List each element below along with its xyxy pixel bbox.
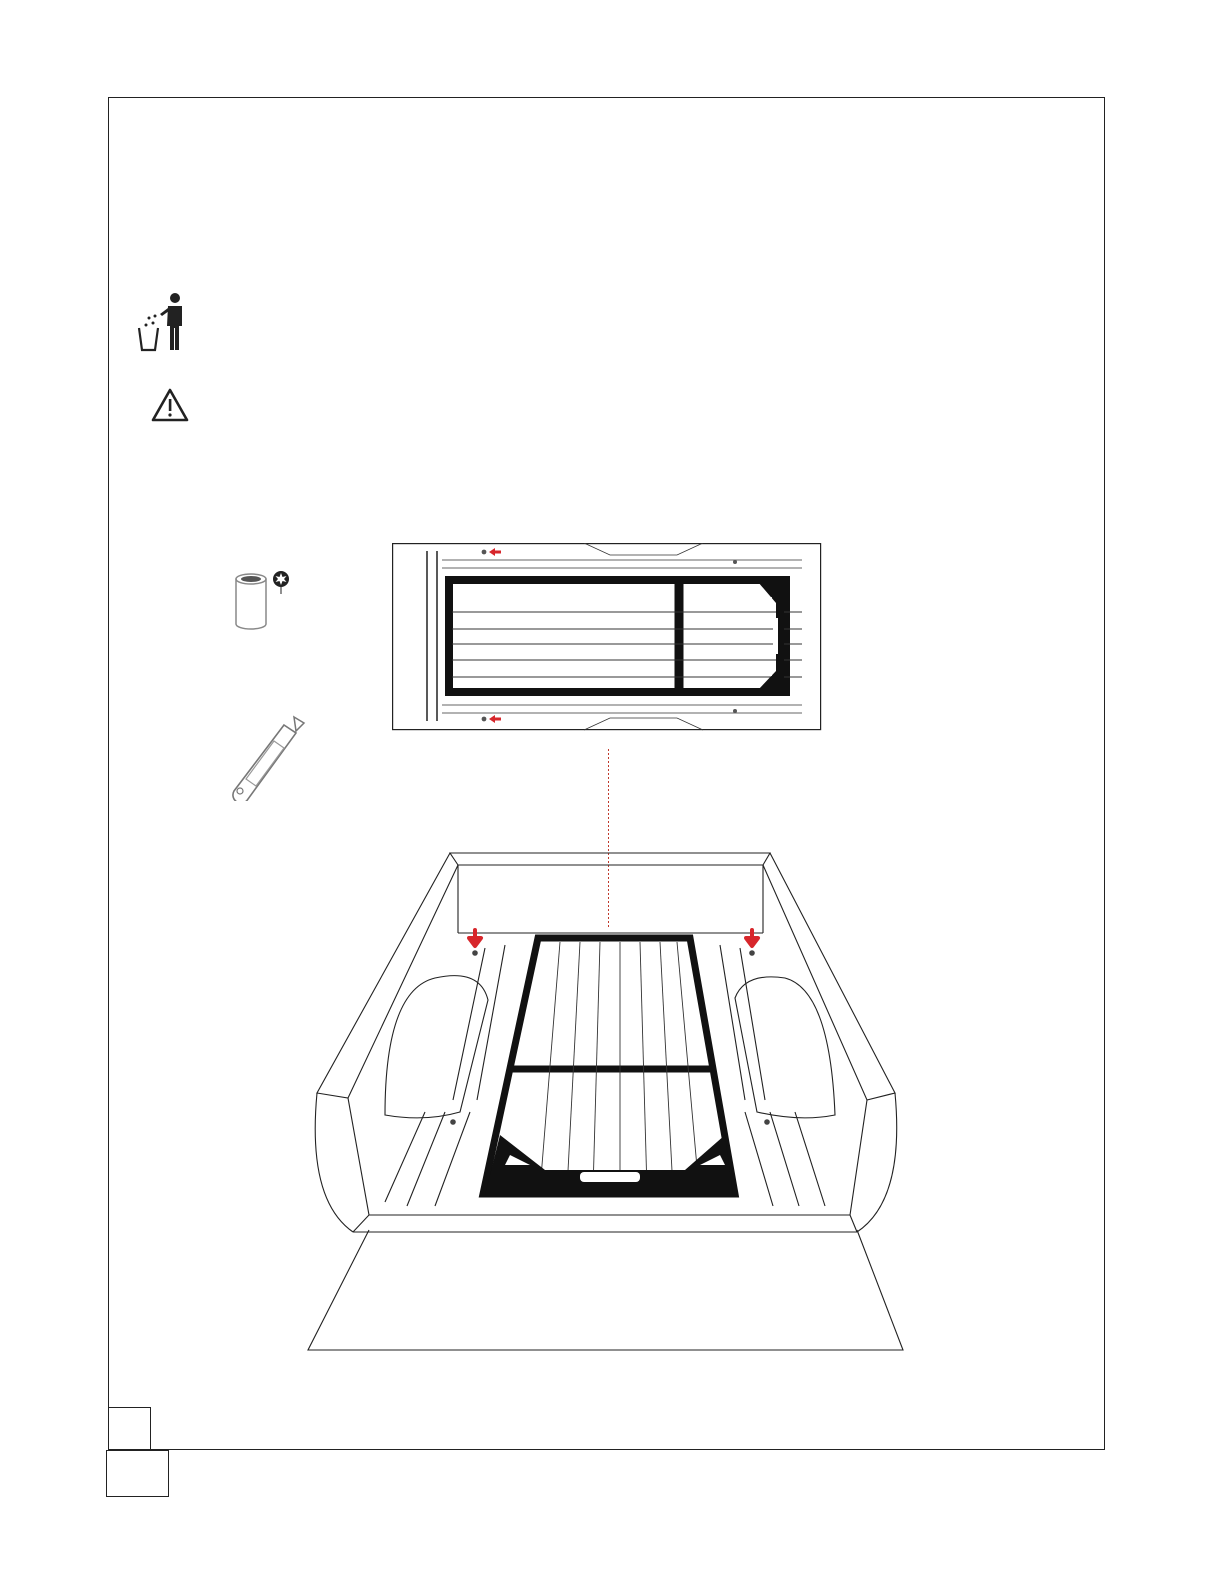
top-view-diagram	[392, 543, 822, 731]
page-number-box	[108, 1407, 151, 1450]
warning-triangle-icon	[150, 387, 190, 423]
truck-bed-diagram	[305, 850, 905, 1355]
utility-knife-icon	[228, 713, 310, 801]
step-number-box	[106, 1450, 169, 1497]
disposal-person-icon	[135, 292, 191, 354]
socket-torx-icon	[230, 568, 302, 634]
